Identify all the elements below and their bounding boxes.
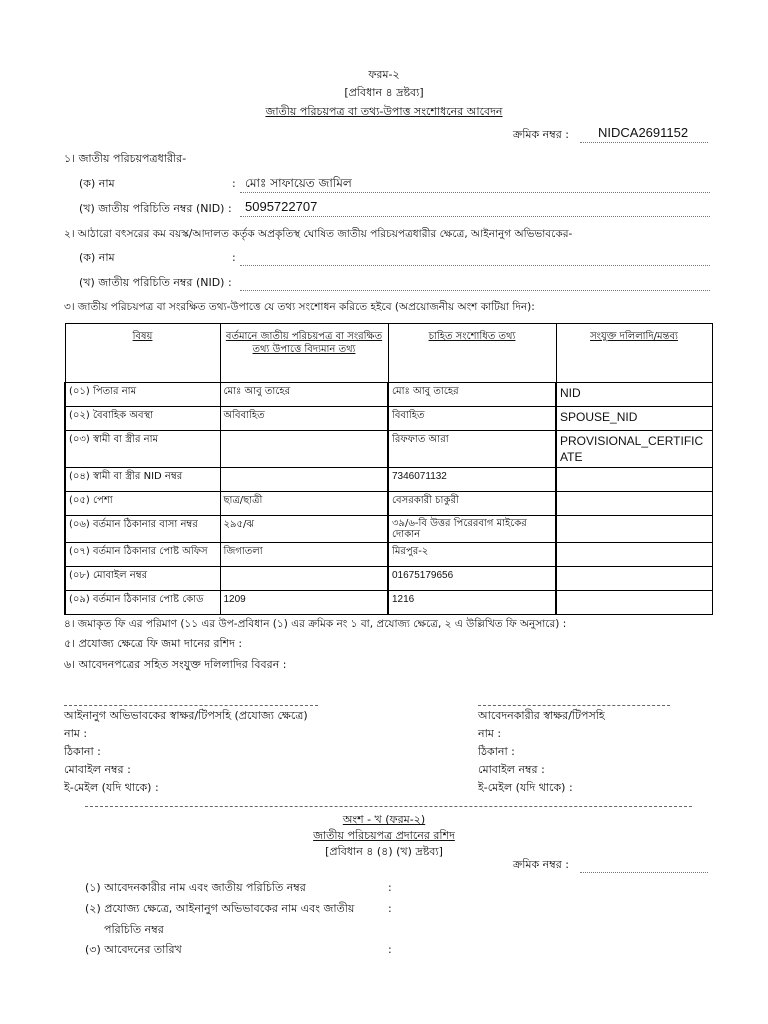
cell-current: ছাত্র/ছাত্রী <box>220 492 388 516</box>
receipt-item-guardian: (২) প্রযোজ্য ক্ষেত্রে, আইনানুগ অভিভাবকের নাম এবং জাতীয় <box>85 902 355 915</box>
rule-reference: [প্রবিধান ৪ দ্রষ্টব্য] <box>344 86 424 99</box>
part-b-label: অংশ - খ (ফরম-২) <box>342 813 426 826</box>
guardian-name-label: (ক) নাম <box>79 251 115 264</box>
serial-value: NIDCA2691152 <box>598 125 689 140</box>
table-row <box>65 492 712 516</box>
header-requested-info: চাহিত সংশোধিত তথ্য <box>388 324 556 383</box>
cell-current: মোঃ আবু তাহের <box>220 383 388 407</box>
cell-attachment: PROVISIONAL_CERTIFIC ATE <box>556 431 712 468</box>
holder-name-colon: : <box>232 177 236 190</box>
cell-subject: (০৪) স্বামী বা স্ত্রীর NID নম্বর <box>65 468 220 492</box>
cell-attachment <box>556 516 712 543</box>
applicant-address: ঠিকানা : <box>478 745 515 758</box>
cell-subject: (০৯) বর্তমান ঠিকানার পোষ্ট কোড <box>65 591 220 615</box>
holder-name-label: (ক) নাম <box>79 177 115 190</box>
receipt-item2-colon: : <box>388 902 392 915</box>
cell-attachment <box>556 543 712 567</box>
cell-current <box>220 431 388 468</box>
cell-attachment <box>556 567 712 591</box>
applicant-signature-line <box>478 705 670 706</box>
section5-receipt: ৫। প্রযোজ্য ক্ষেত্রে ফি জমা দানের রশিদ : <box>64 637 243 650</box>
holder-nid-value: 5095722707 <box>245 199 318 214</box>
header-subject: বিষয় <box>65 324 220 383</box>
guardian-nid-label: (খ) জাতীয় পরিচিতি নম্বর (NID) : <box>79 276 232 289</box>
cell-requested: মোঃ আবু তাহের <box>388 383 556 407</box>
applicant-mobile: মোবাইল নম্বর : <box>478 763 545 776</box>
table-row <box>65 543 712 567</box>
cell-subject: (০৭) বর্তমান ঠিকানার পোষ্ট অফিস <box>65 543 220 567</box>
guardian-name-colon: : <box>232 251 236 264</box>
table-header-row <box>65 324 712 383</box>
serial-underline <box>580 142 708 143</box>
cell-attachment <box>556 591 712 615</box>
section3-heading: ৩। জাতীয় পরিচয়পত্র বা সংরক্ষিত তথ্য-উপাত্তে যে তথ্য সংশোধন করিতে হইবে (অপ্রয়োজনীয় অংশ কাটিয়া দিন): <box>64 301 535 313</box>
part-b-serial-underline <box>580 872 708 873</box>
receipt-item-date: (৩) আবেদনের তারিখ <box>85 943 182 956</box>
table-row <box>65 567 712 591</box>
applicant-signature-label: আবেদনকারীর স্বাক্ষর/টিপসহি <box>478 709 605 722</box>
cell-subject: (০২) বৈবাহিক অবস্থা <box>65 407 220 431</box>
cell-current: 1209 <box>220 591 388 615</box>
guardian-name: নাম : <box>64 727 88 740</box>
section1-heading: ১। জাতীয় পরিচয়পত্রধারীর- <box>64 152 187 165</box>
cell-attachment <box>556 492 712 516</box>
receipt-item-guardian-cont: পরিচিতি নম্বর <box>104 923 164 936</box>
receipt-item1-colon: : <box>388 881 392 894</box>
cell-current: জিগাতলা <box>220 543 388 567</box>
cell-current: ২৯৫/ঝ <box>220 516 388 543</box>
cell-subject: (০৮) মোবাইল নম্বর <box>65 567 220 591</box>
cell-subject: (০৬) বর্তমান ঠিকানার বাসা নম্বর <box>65 516 220 543</box>
cell-attachment <box>556 468 712 492</box>
table-row <box>65 407 712 431</box>
guardian-signature-line <box>64 705 318 706</box>
cell-subject: (০৫) পেশা <box>65 492 220 516</box>
holder-nid-underline <box>240 216 710 217</box>
table-row <box>65 591 712 615</box>
guardian-name-underline <box>240 265 710 266</box>
part-b-serial-label: ক্রমিক নম্বর : <box>513 858 569 871</box>
guardian-address: ঠিকানা : <box>64 745 101 758</box>
cell-requested: 1216 <box>388 591 556 615</box>
cell-requested: রিফফাত আরা <box>388 431 556 468</box>
table-row <box>65 516 712 543</box>
table-row <box>65 468 712 492</box>
part-b-rule-reference: [প্রবিধান ৪ (৪) (খ) দ্রষ্টব্য] <box>325 845 443 858</box>
section2-heading: ২। আঠারো বৎসরের কম বয়স্ক/আদালত কর্তৃক অপ্রকৃতিস্থ ঘোষিত জাতীয় পরিচয়পত্রধারীর ক্ষেত্রে, আইনানুগ অভিভাবকের- <box>64 228 573 240</box>
cell-subject: (০১) পিতার নাম <box>65 383 220 407</box>
cell-current <box>220 567 388 591</box>
cell-requested: মিরপুর-২ <box>388 543 556 567</box>
cell-requested: ৩৯/৬-বি উত্তর পিরেরবাগ মাইকের দোকান <box>388 516 556 543</box>
table-row <box>65 383 712 407</box>
table-row <box>65 431 712 468</box>
guardian-email: ই-মেইল (যদি থাকে) : <box>64 781 159 794</box>
holder-name-underline <box>240 192 710 193</box>
holder-nid-label: (খ) জাতীয় পরিচিতি নম্বর (NID) : <box>79 202 232 215</box>
cell-current: অবিবাহিত <box>220 407 388 431</box>
header-current-info: বর্তমানে জাতীয় পরিচয়পত্র বা সংরক্ষিত তথ্য উপাত্তে বিদ্যমান তথ্য <box>220 324 388 383</box>
guardian-mobile: মোবাইল নম্বর : <box>64 763 131 776</box>
receipt-item3-colon: : <box>388 943 392 956</box>
applicant-name: নাম : <box>478 727 502 740</box>
cell-current <box>220 468 388 492</box>
cell-subject: (০৩) স্বামী বা স্ত্রীর নাম <box>65 431 220 468</box>
cell-requested: 7346071132 <box>388 468 556 492</box>
guardian-nid-underline <box>240 290 710 291</box>
guardian-signature-label: আইনানুগ অভিভাবকের স্বাক্ষর/টিপসহি (প্রযোজ্য ক্ষেত্রে) <box>64 709 308 722</box>
cell-requested: বেসরকারী চাকুরী <box>388 492 556 516</box>
form-number: ফরম-২ <box>368 68 400 81</box>
receipt-item-applicant: (১) আবেদনকারীর নাম এবং জাতীয় পরিচিতি নম্বর <box>85 881 306 894</box>
part-b-title: জাতীয় পরিচয়পত্র প্রদানের রশিদ <box>313 829 455 842</box>
header-attachment: সংযুক্ত দলিলাদি/মন্তব্য <box>556 324 712 383</box>
serial-label: ক্রমিক নম্বর : <box>513 128 569 141</box>
cell-requested: 01675179656 <box>388 567 556 591</box>
cell-requested: বিবাহিত <box>388 407 556 431</box>
form-title: জাতীয় পরিচয়পত্র বা তথ্য-উপাত্ত সংশোধনের আবেদন <box>265 105 503 118</box>
applicant-email: ই-মেইল (যদি থাকে) : <box>478 781 573 794</box>
section6-attachments: ৬। আবেদনপত্রের সহিত সংযুক্ত দলিলাদির বিবরন : <box>64 658 287 671</box>
correction-table <box>64 323 713 615</box>
holder-name-value: মোঃ সাফায়েত জামিল <box>245 176 352 190</box>
cut-line <box>85 806 692 807</box>
cell-attachment: SPOUSE_NID <box>556 407 712 431</box>
cell-attachment: NID <box>556 383 712 407</box>
section4-fee: ৪। জমাকৃত ফি এর পরিমাণ (১১ এর উপ-প্রবিধান (১) এর ক্রমিক নং ১ বা, প্রযোজ্য ক্ষেত্রে, ২ এ উল্লিখিত ফি অনুসারে) : <box>64 618 567 630</box>
